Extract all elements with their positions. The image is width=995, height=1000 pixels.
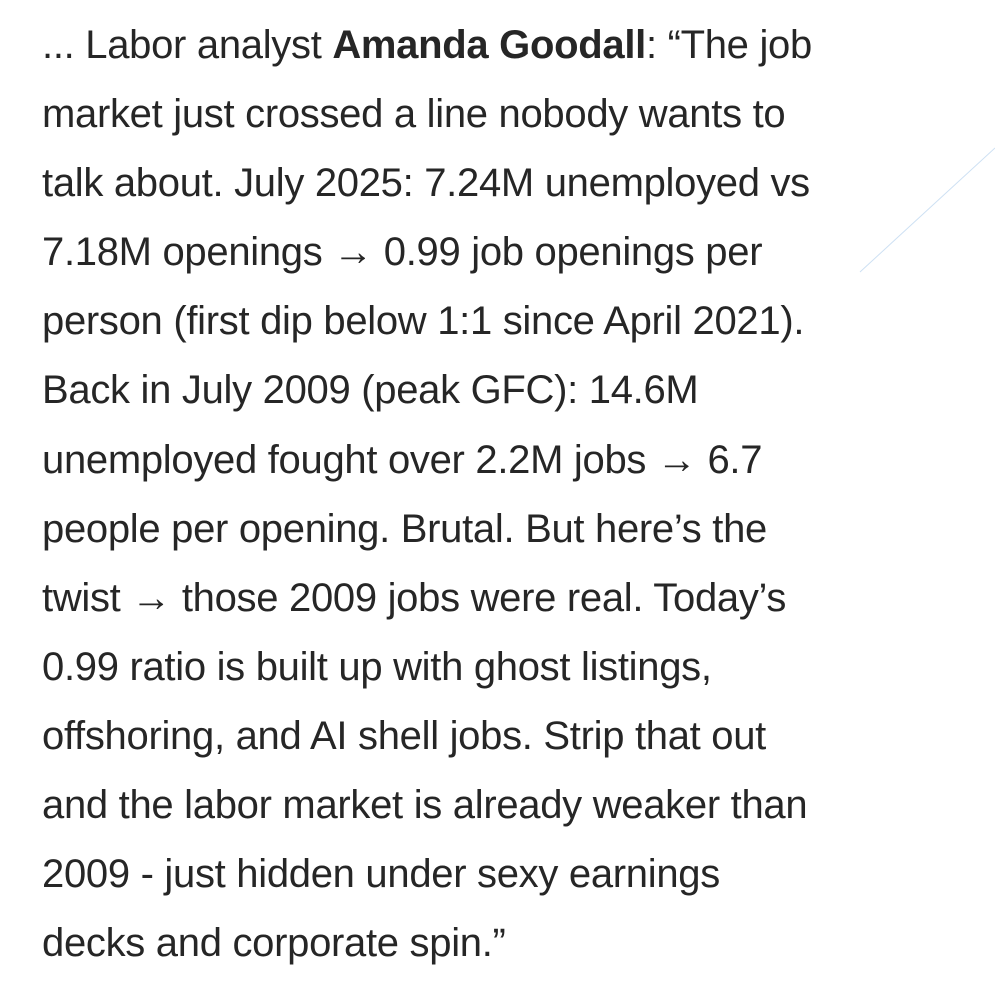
quote-line-4: 7.18M openings → 0.99 job openings per (42, 230, 763, 275)
quote-text-block (42, 11, 972, 978)
quote-text-line: : “The job (645, 23, 812, 67)
quote-line-6: Back in July 2009 (peak GFC): 14.6M (42, 368, 699, 413)
quote-line-9: twist → those 2009 jobs were real. Today’s (42, 575, 787, 620)
quote-line-3: talk about. July 2025: 7.24M unemployed vs (42, 161, 810, 206)
quote-line-10: 0.99 ratio is built up with ghost listings, (42, 644, 712, 689)
quote-line-2: market just crossed a line nobody wants to (42, 92, 786, 137)
author-name: Amanda Goodall (332, 23, 646, 67)
quote-line-11: offshoring, and AI shell jobs. Strip that out (42, 713, 767, 758)
quote-line-7: unemployed fought over 2.2M jobs → 6.7 (42, 437, 763, 482)
quote-line-13: 2009 - just hidden under sexy earnings (42, 852, 720, 897)
quote-line-12: and the labor market is already weaker than (42, 783, 808, 828)
quote-line-14: decks and corporate spin.” (42, 921, 506, 966)
intro-text: ... Labor analyst (42, 23, 333, 67)
quote-line-1 (42, 11, 972, 80)
quote-line-5: person (first dip below 1:1 since April 2021). (42, 299, 805, 344)
quote-line-8: people per opening. Brutal. But here’s the (42, 506, 767, 551)
